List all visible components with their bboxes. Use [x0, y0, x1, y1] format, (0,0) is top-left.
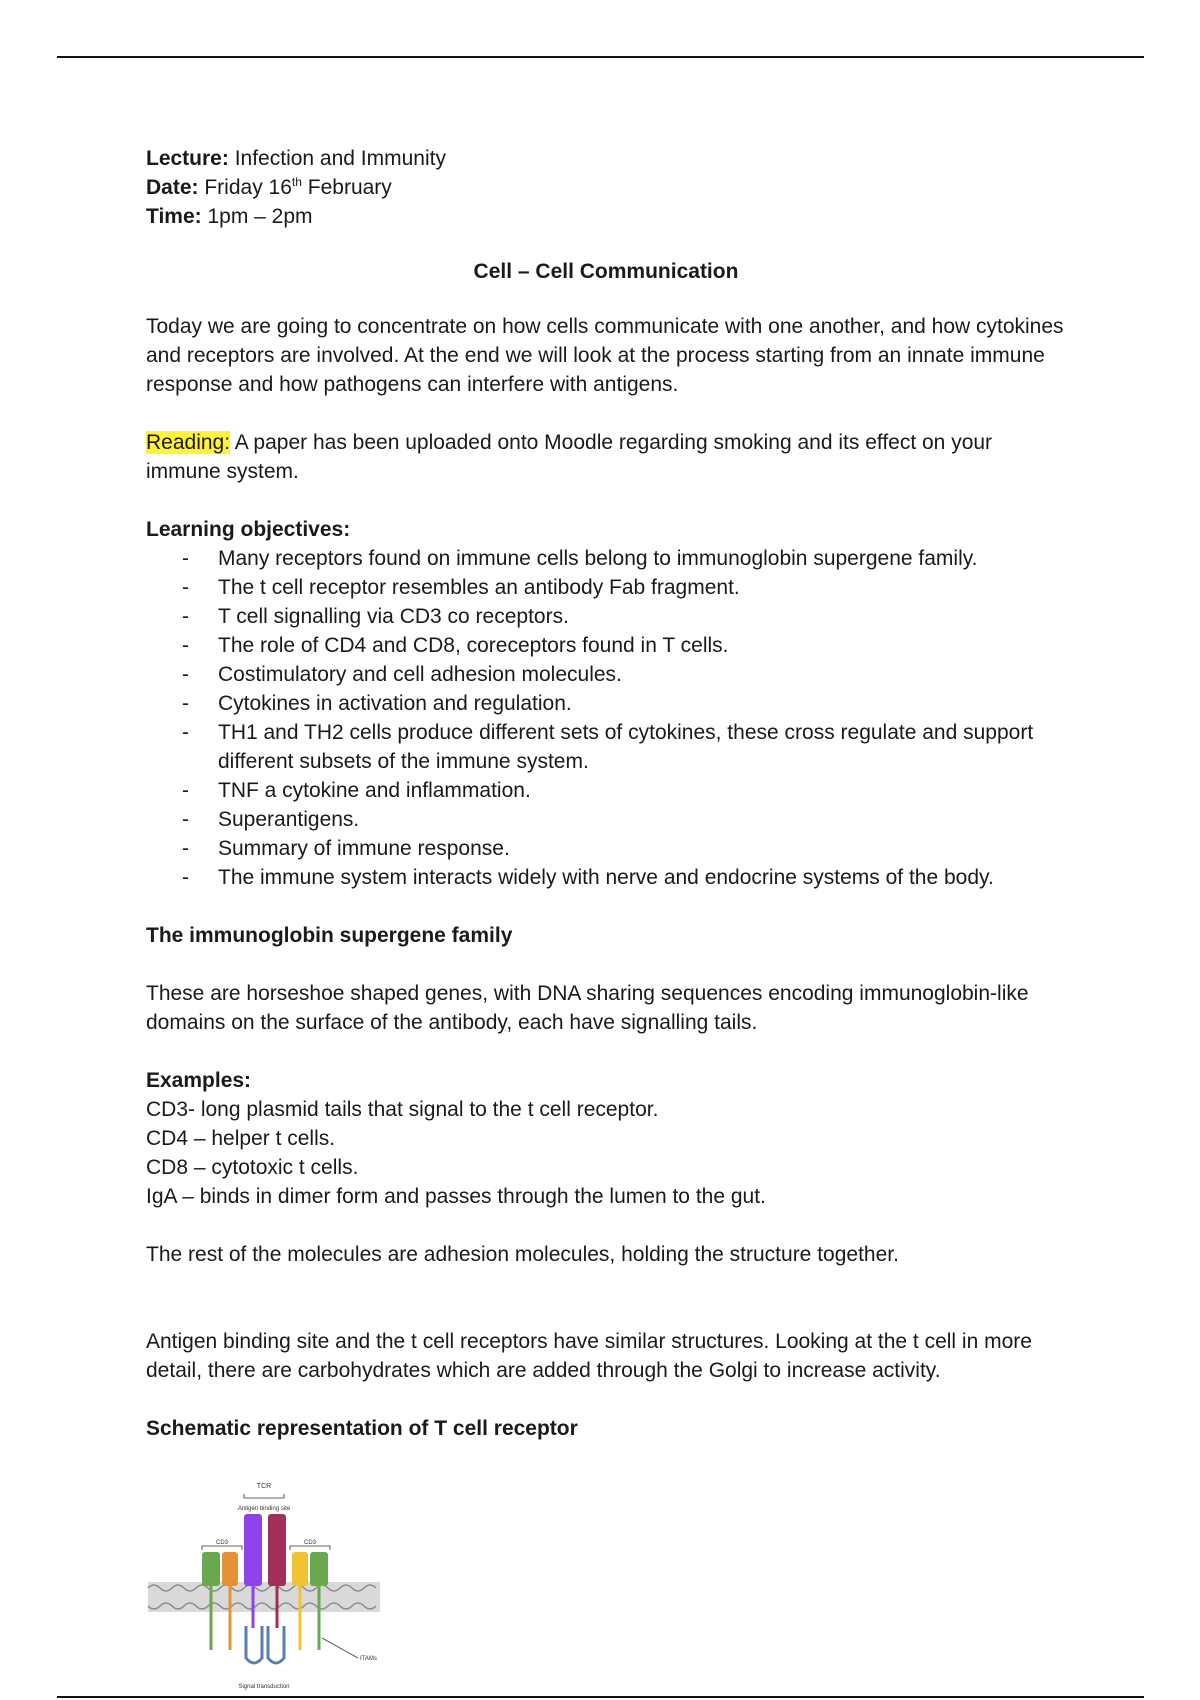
objectives-list [146, 544, 1066, 892]
cd3-epsilon-left [202, 1552, 220, 1586]
cd3-epsilon-right [310, 1552, 328, 1586]
lecture-label: Lecture: [146, 147, 229, 170]
footer-rule [57, 1696, 1144, 1698]
list-item: - The t cell receptor resembles an antibody Fab fragment. [182, 576, 740, 599]
example-line: CD3- long plasmid tails that signal to the t cell receptor. [146, 1098, 659, 1121]
tcr-label: TCR [256, 1483, 272, 1490]
itams-label: ITAMs [360, 1656, 377, 1662]
list-item: - Summary of immune response. [182, 837, 510, 860]
examples-heading: Examples: [146, 1069, 252, 1092]
date-month: February [307, 176, 392, 199]
list-item: - Cytokines in activation and regulation. [182, 692, 572, 715]
reading-paragraph [146, 428, 1066, 486]
list-item: - Many receptors found on immune cells belong to immunoglobin supergene family. [182, 547, 978, 570]
objectives-heading: Learning objectives: [146, 518, 351, 541]
time-line [146, 202, 1066, 231]
zeta-right [268, 1626, 284, 1663]
schematic-heading: Schematic representation of T cell receptor [146, 1417, 578, 1440]
example-line: CD4 – helper t cells. [146, 1127, 336, 1150]
header-rule [57, 56, 1144, 58]
signal-label: Signal transduction [238, 1684, 290, 1690]
date-label: Date: [146, 176, 199, 199]
document-body [146, 144, 1066, 1443]
cd3-left-label: CD3 [215, 1540, 229, 1546]
date-line [146, 173, 1066, 202]
lecture-value: Infection and Immunity [234, 147, 446, 170]
antigen-paragraph: Antigen binding site and the t cell receptors have similar structures. Looking at the t cell in more detail, there are carbohydrates which are added through the Golgi to increase activity. [146, 1330, 1032, 1382]
zeta-left [246, 1626, 262, 1663]
list-item: - The role of CD4 and CD8, coreceptors found in T cells. [182, 634, 729, 657]
list-item: - TH1 and TH2 cells produce different sets of cytokines, these cross regulate and support different subsets of the immune system. [182, 721, 1034, 773]
list-item: - Costimulatory and cell adhesion molecules. [182, 663, 622, 686]
itam-pointer [322, 1638, 358, 1658]
example-line: IgA – binds in dimer form and passes through the lumen to the gut. [146, 1185, 766, 1208]
example-line: CD8 – cytotoxic t cells. [146, 1156, 359, 1179]
date-suffix: th [291, 175, 302, 189]
page-title: Cell – Cell Communication [473, 260, 739, 283]
time-label: Time: [146, 205, 202, 228]
igsf-heading: The immunoglobin supergene family [146, 924, 513, 947]
list-item: - TNF a cytokine and inflammation. [182, 779, 531, 802]
cd3-right-bracket [290, 1546, 330, 1550]
cd3-right-label: CD3 [303, 1540, 317, 1546]
antigen-site-label: Antigen binding site [237, 1506, 291, 1512]
time-value: 1pm – 2pm [207, 205, 313, 228]
tcr-bracket [244, 1494, 284, 1498]
date-value: Friday 16 [204, 176, 292, 199]
tcr-schematic-figure [146, 1478, 382, 1700]
igsf-paragraph: These are horseshoe shaped genes, with DNA sharing sequences encoding immunoglobin-like domains on the surface of the antibody, each have signalling tails. [146, 982, 1029, 1034]
reading-text: A paper has been uploaded onto Moodle regarding smoking and its effect on your immune system. [146, 431, 993, 483]
cd3-left-bracket [202, 1546, 242, 1550]
list-item: - T cell signalling via CD3 co receptors. [182, 605, 569, 628]
intro-paragraph: Today we are going to concentrate on how cells communicate with one another, and how cytokines and receptors are involved. At the end we will look at the process starting from an innate immune response and how pathogens can interfere with antigens. [146, 315, 1064, 396]
adhesion-paragraph: The rest of the molecules are adhesion molecules, holding the structure together. [146, 1243, 899, 1266]
tcr-alpha-chain [244, 1514, 262, 1586]
lecture-line [146, 144, 1066, 173]
list-item: - Superantigens. [182, 808, 360, 831]
cd3-delta [222, 1552, 238, 1586]
cd3-gamma [292, 1552, 308, 1586]
list-item: - The immune system interacts widely with nerve and endocrine systems of the body. [182, 866, 994, 889]
reading-label: Reading: [146, 431, 231, 454]
tcr-beta-chain [268, 1514, 286, 1586]
